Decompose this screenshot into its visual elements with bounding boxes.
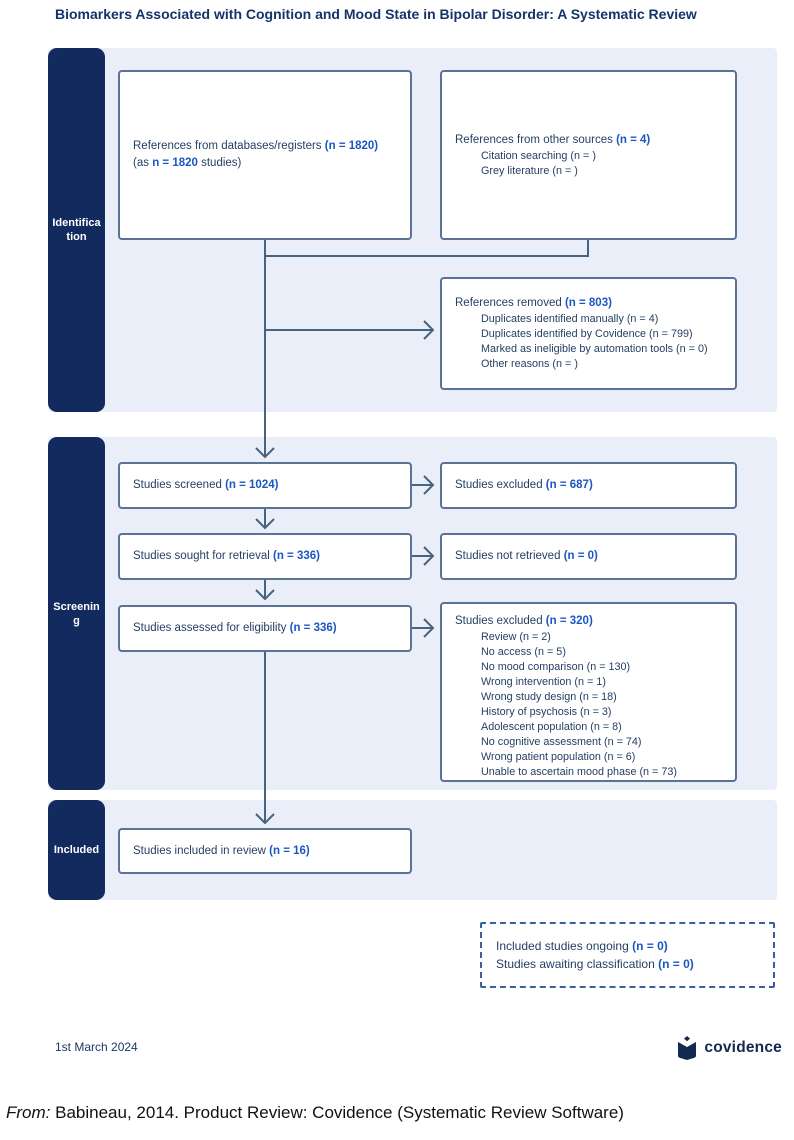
stage-label-text: Included — [53, 844, 100, 856]
covidence-logo-icon — [676, 1036, 698, 1060]
covidence-logo-text: covidence — [704, 1039, 782, 1056]
stage-label-included — [48, 800, 105, 900]
n-count: (n = 1024) — [225, 479, 279, 491]
box-text: Studies excluded (n = 320) — [455, 615, 593, 627]
box-studies-included-review — [118, 828, 412, 874]
box-text: Studies included in review (n = 16) — [133, 844, 310, 857]
reason-list — [455, 149, 729, 179]
n-count: n = 1820 — [152, 157, 198, 169]
citation-prefix: From: — [6, 1103, 51, 1122]
n-count: (n = 0) — [632, 939, 668, 953]
stage-label-text: Identification — [52, 217, 101, 243]
box-text: References from other sources (n = 4) — [455, 133, 651, 146]
n-count: (n = 16) — [269, 844, 310, 857]
n-count: (n = 687) — [545, 479, 593, 491]
sub-item: No access (n = 5) — [481, 646, 566, 658]
sub-item: Grey literature (n = ) — [481, 164, 578, 177]
sub-item: Adolescent population (n = 8) — [481, 721, 622, 733]
box-studies-sought-retrieval — [118, 533, 412, 580]
covidence-logo — [676, 1036, 782, 1060]
box-text: Studies awaiting classification (n = 0) — [496, 957, 694, 971]
box-text: (as n = 1820 studies) — [133, 157, 242, 169]
box-text: Studies sought for retrieval (n = 336) — [133, 550, 320, 562]
sub-item: History of psychosis (n = 3) — [481, 706, 612, 718]
box-text: Studies not retrieved (n = 0) — [455, 550, 598, 562]
stage-label-screening — [48, 437, 105, 790]
box-text: Included studies ongoing (n = 0) — [496, 939, 668, 953]
n-count: (n = 4) — [616, 133, 651, 146]
n-count: (n = 1820) — [324, 140, 379, 152]
sub-item: Wrong intervention (n = 1) — [481, 676, 606, 688]
n-count: (n = 320) — [545, 615, 593, 627]
sub-item: Wrong study design (n = 18) — [481, 691, 617, 703]
box-studies-not-retrieved — [440, 533, 737, 580]
stage-label-text: Screening — [53, 600, 100, 627]
box-studies-assessed-eligibility — [118, 605, 412, 652]
n-count: (n = 0) — [658, 957, 694, 971]
box-ongoing-awaiting — [480, 922, 775, 988]
box-text: Studies screened (n = 1024) — [133, 479, 279, 491]
reason-list — [455, 312, 729, 372]
stage-label-identification — [48, 48, 105, 412]
sub-item: Duplicates identified manually (n = 4) — [481, 313, 659, 325]
citation-text: Babineau, 2014. Product Review: Covidence (Systematic Review Software) — [55, 1103, 624, 1122]
sub-item: Marked as ineligible by automation tools (n = 0) — [481, 343, 708, 355]
box-studies-excluded-screening — [440, 462, 737, 509]
box-references-removed — [440, 277, 737, 390]
sub-item: Review (n = 2) — [481, 631, 551, 643]
report-date: 1st March 2024 — [55, 1040, 138, 1054]
sub-item: Other reasons (n = ) — [481, 358, 578, 370]
sub-item: Duplicates identified by Covidence (n = 799) — [481, 328, 693, 340]
page-title: Biomarkers Associated with Cognition and Mood State in Bipolar Disorder: A Systematic Review — [55, 6, 697, 22]
box-references-databases — [118, 70, 412, 240]
reason-list — [455, 630, 729, 780]
box-text: Studies assessed for eligibility (n = 336) — [133, 622, 337, 634]
box-text: References from databases/registers (n = 1820) — [133, 140, 379, 152]
sub-item: No cognitive assessment (n = 74) — [481, 736, 642, 748]
box-studies-screened — [118, 462, 412, 509]
sub-item: Citation searching (n = ) — [481, 149, 596, 162]
box-studies-excluded-eligibility — [440, 602, 737, 782]
n-count: (n = 803) — [564, 297, 612, 309]
line-othersources-merge — [265, 240, 588, 256]
n-count: (n = 336) — [273, 550, 320, 562]
box-references-other-sources — [440, 70, 737, 240]
sub-item: Unable to ascertain mood phase (n = 73) — [481, 766, 677, 778]
n-count: (n = 0) — [563, 550, 598, 562]
box-text: Studies excluded (n = 687) — [455, 479, 593, 491]
n-count: (n = 336) — [289, 622, 337, 634]
box-text: References removed (n = 803) — [455, 297, 612, 309]
sub-item: Wrong patient population (n = 6) — [481, 751, 636, 763]
sub-item: No mood comparison (n = 130) — [481, 661, 631, 673]
